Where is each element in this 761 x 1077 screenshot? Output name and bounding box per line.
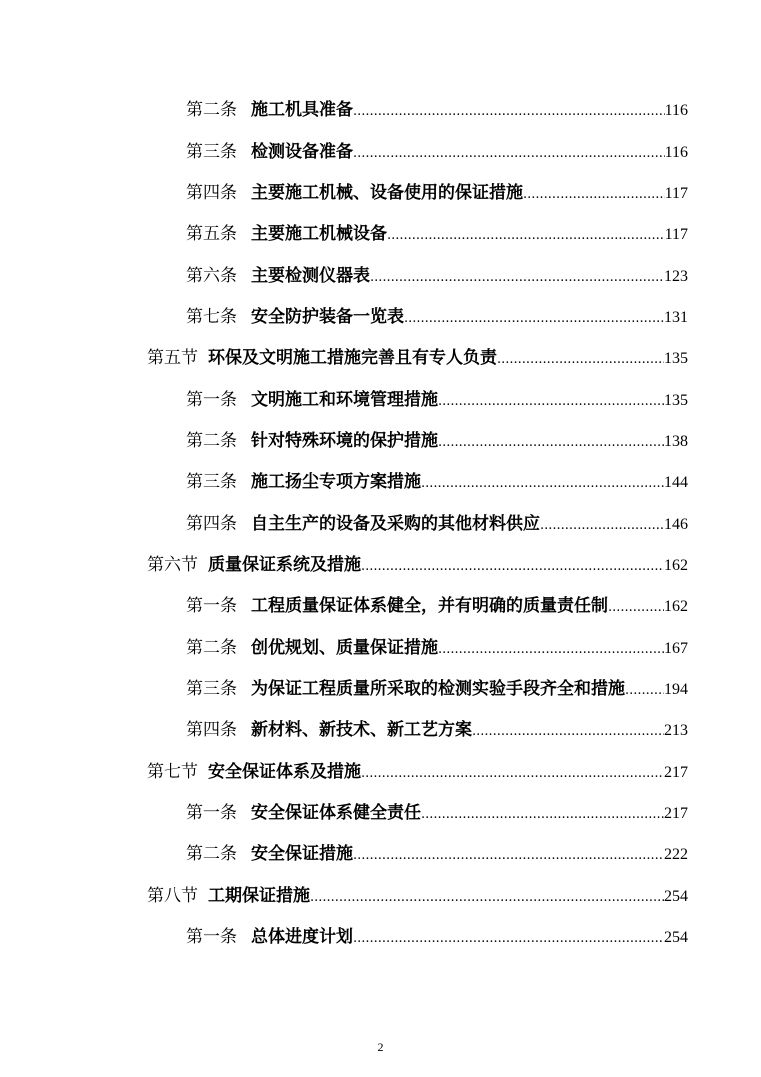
toc-entry-title: 新材料、新技术、新工艺方案: [251, 720, 472, 740]
toc-entry-title: 文明施工和环境管理措施: [251, 390, 438, 410]
toc-entry-label: 第二条: [186, 100, 237, 120]
dot-leader: [608, 594, 664, 620]
toc-entry[interactable]: [186, 636, 688, 660]
dot-leader: [361, 553, 664, 579]
toc-entry-label: 第八节: [147, 886, 198, 906]
toc-entry-label: 第一条: [186, 803, 237, 823]
dot-leader: [370, 264, 664, 290]
toc-entry-title: 安全保证体系及措施: [208, 762, 361, 782]
toc-entry-page-number: 135: [664, 350, 688, 367]
toc-entry-page-number: 162: [664, 598, 688, 615]
toc-entry-title: 针对特殊环境的保护措施: [251, 431, 438, 451]
toc-entry-page-number: 217: [664, 805, 688, 822]
footer-page-number: 2: [377, 1040, 384, 1054]
toc-entry-label: 第三条: [186, 679, 237, 699]
toc-entry-label: 第六节: [147, 555, 198, 575]
dot-leader: [523, 181, 665, 207]
dot-leader: [438, 636, 664, 662]
toc-entry[interactable]: [186, 925, 688, 949]
toc-entry[interactable]: [147, 884, 688, 908]
dot-leader: [387, 222, 665, 248]
toc-entry-title: 主要检测仪器表: [251, 266, 370, 286]
dot-leader: [625, 677, 664, 703]
toc-entry-page-number: 217: [664, 764, 688, 781]
toc-entry-page-number: 167: [664, 640, 688, 657]
toc-entry-title: 质量保证系统及措施: [208, 555, 361, 575]
toc-entry-page-number: 194: [664, 681, 688, 698]
toc-entry[interactable]: [186, 842, 688, 866]
toc-entry[interactable]: [186, 181, 688, 205]
toc-entry[interactable]: [186, 388, 688, 412]
toc-entry-label: 第二条: [186, 638, 237, 658]
toc-entry-page-number: 162: [664, 557, 688, 574]
toc-entry[interactable]: [186, 429, 688, 453]
toc-entry-title: 施工扬尘专项方案措施: [251, 472, 421, 492]
dot-leader: [353, 842, 664, 868]
dot-leader: [438, 429, 664, 455]
toc-entry-label: 第四条: [186, 720, 237, 740]
toc-entry[interactable]: [186, 801, 688, 825]
toc-entry[interactable]: [186, 470, 688, 494]
toc-entry-page-number: 144: [664, 474, 688, 491]
toc-entry-page-number: 123: [664, 268, 688, 285]
toc-entry-title: 环保及文明施工措施完善且有专人负责: [208, 348, 497, 368]
toc-entry[interactable]: [147, 760, 688, 784]
dot-leader: [404, 305, 664, 331]
toc-entry-title: 工期保证措施: [208, 886, 310, 906]
toc-entry-page-number: 135: [664, 392, 688, 409]
toc-entry-title: 自主生产的设备及采购的其他材料供应: [251, 514, 540, 534]
toc-entry-title: 为保证工程质量所采取的检测实验手段齐全和措施: [251, 679, 625, 699]
toc-entry-label: 第七条: [186, 307, 237, 327]
toc-entry-label: 第二条: [186, 431, 237, 451]
dot-leader: [310, 884, 664, 910]
dot-leader: [421, 470, 664, 496]
toc-entry-title: 创优规划、质量保证措施: [251, 638, 438, 658]
toc-entry-page-number: 254: [664, 888, 688, 905]
toc-entry-label: 第四条: [186, 514, 237, 534]
dot-leader: [353, 98, 665, 124]
toc-entry-label: 第二条: [186, 844, 237, 864]
toc-entry-label: 第一条: [186, 927, 237, 947]
toc-entry-title: 主要施工机械、设备使用的保证措施: [251, 183, 523, 203]
toc-entry-page-number: 116: [664, 102, 688, 119]
toc-entry-label: 第七节: [147, 762, 198, 782]
toc-entry-page-number: 117: [664, 185, 688, 202]
toc-entry-title: 总体进度计划: [251, 927, 353, 947]
toc-entry-title: 安全防护装备一览表: [251, 307, 404, 327]
dot-leader: [361, 760, 664, 786]
toc-entry[interactable]: [186, 512, 688, 536]
toc-entry-page-number: 138: [664, 433, 688, 450]
toc-entry-label: 第三条: [186, 142, 237, 162]
toc-entry-label: 第五节: [147, 348, 198, 368]
toc-entry[interactable]: [186, 594, 688, 618]
toc-entry[interactable]: [186, 140, 688, 164]
toc-entry-label: 第六条: [186, 266, 237, 286]
toc-entry-page-number: 116: [664, 144, 688, 161]
toc-entry-title: 检测设备准备: [251, 142, 353, 162]
toc-entry[interactable]: [186, 98, 688, 122]
dot-leader: [497, 346, 664, 372]
toc-entry-title: 施工机具准备: [251, 100, 353, 120]
toc-entry-page-number: 146: [664, 516, 688, 533]
dot-leader: [353, 140, 665, 166]
toc-entry-title: 安全保证措施: [251, 844, 353, 864]
toc-entry[interactable]: [186, 222, 688, 246]
dot-leader: [353, 925, 664, 951]
toc-entry-label: 第四条: [186, 183, 237, 203]
toc-entry-page-number: 254: [664, 929, 688, 946]
toc-entry-page-number: 222: [664, 846, 688, 863]
toc-entry[interactable]: [147, 553, 688, 577]
toc-entry[interactable]: [186, 264, 688, 288]
toc-entry[interactable]: [186, 305, 688, 329]
dot-leader: [421, 801, 664, 827]
toc-entry-title: 主要施工机械设备: [251, 224, 387, 244]
toc-entry-title: 安全保证体系健全责任: [251, 803, 421, 823]
toc-entry-label: 第一条: [186, 596, 237, 616]
toc-entry-page-number: 213: [664, 722, 688, 739]
toc-entry[interactable]: [147, 346, 688, 370]
dot-leader: [438, 388, 664, 414]
toc-entry-page-number: 117: [664, 226, 688, 243]
toc-entry-page-number: 131: [664, 309, 688, 326]
toc-entry-label: 第三条: [186, 472, 237, 492]
dot-leader: [472, 718, 664, 744]
toc-entry[interactable]: [186, 677, 688, 701]
toc-entry-label: 第一条: [186, 390, 237, 410]
dot-leader: [540, 512, 664, 538]
toc-entry-title: 工程质量保证体系健全，并有明确的质量责任制: [251, 596, 608, 616]
toc-entry-label: 第五条: [186, 224, 237, 244]
toc-entry[interactable]: [186, 718, 688, 742]
